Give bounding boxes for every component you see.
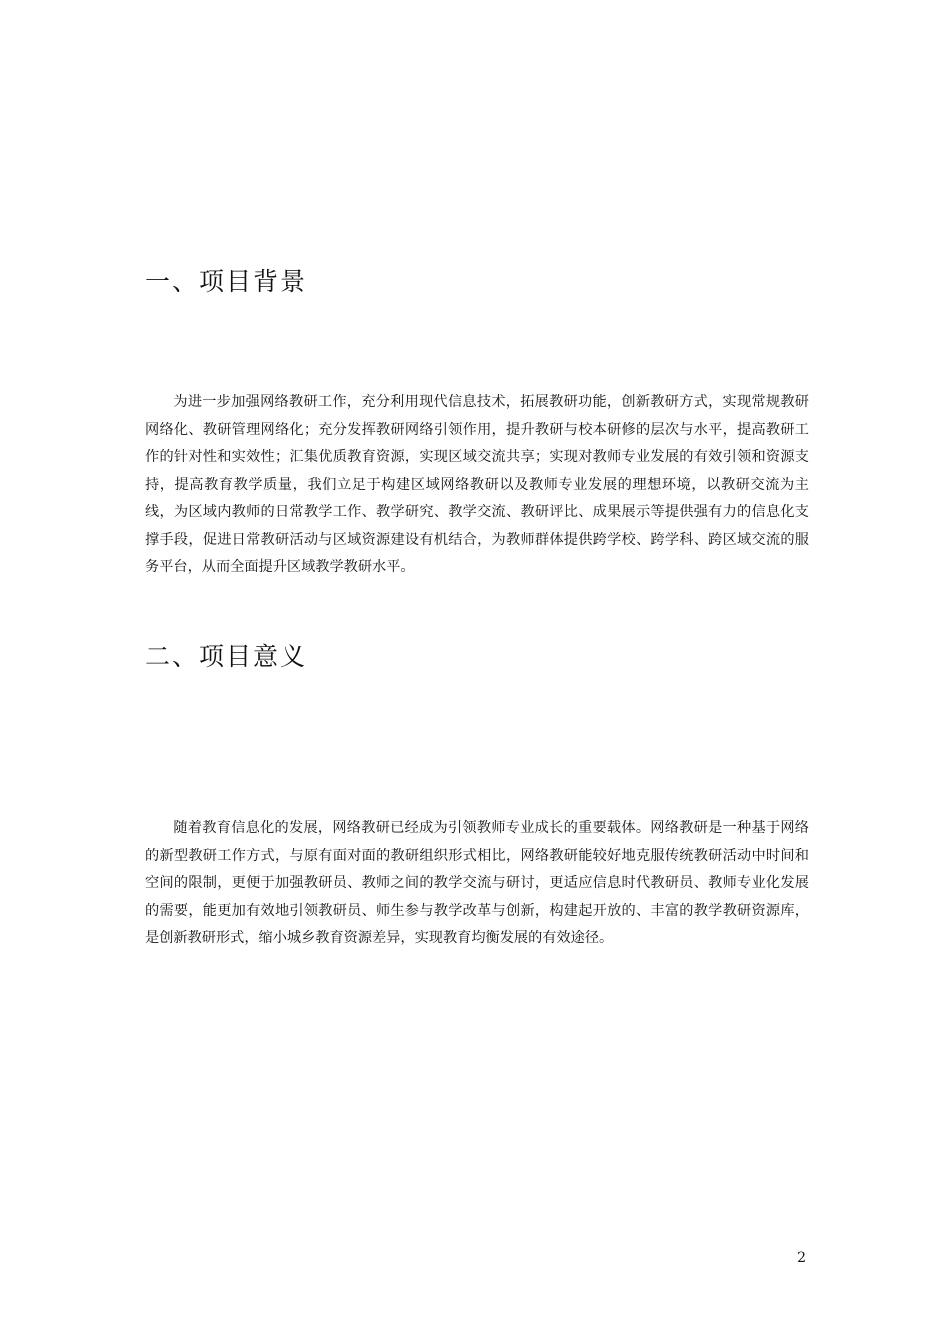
section-paragraph-significance: 随着教育信息化的发展，网络教研已经成为引领教师专业成长的重要载体。网络教研是一种基于网络的新型教研工作方式，与原有面对面的教研组织形式相比，网络教研能较好地克服传统教研活动中时间和空间的限制，更便于加强教研员、教师之间的教学交流与研讨，更适应信息时代教研员、教师专业化发展的需要，能更加有效地引领教研员、师生参与教学改革与创新，构建起开放的、丰富的教学教研资源库，是创新教研形式，缩小城乡教育资源差异，实现教育均衡发展的有效途径。 <box>145 820 809 946</box>
section-paragraph-background: 为进一步加强网络教研工作，充分利用现代信息技术，拓展教研功能，创新教研方式，实现常规教研网络化、教研管理网络化；充分发挥教研网络引领作用，提升教研与校本研修的层次与水平，提高教研工作的针对性和实效性；汇集优质教育资源，实现区域交流共享；实现对教师专业发展的有效引领和资源支持，提高教育教学质量，我们立足于构建区域网络教研以及教师专业发展的理想环境，以教研交流为主线，为区域内教师的日常教学工作、教学研究、教学交流、教研评比、成果展示等提供强有力的信息化支撑手段，促进日常教研活动与区域资源建设有机结合，为教师群体提供跨学校、跨学科、跨区域交流的服务平台，从而全面提升区域教学教研水平。 <box>145 394 809 575</box>
section-heading-background: 一、项目背景 <box>145 267 308 296</box>
page-number: 2 <box>797 1250 806 1266</box>
section-heading-significance: 二、项目意义 <box>145 642 308 671</box>
